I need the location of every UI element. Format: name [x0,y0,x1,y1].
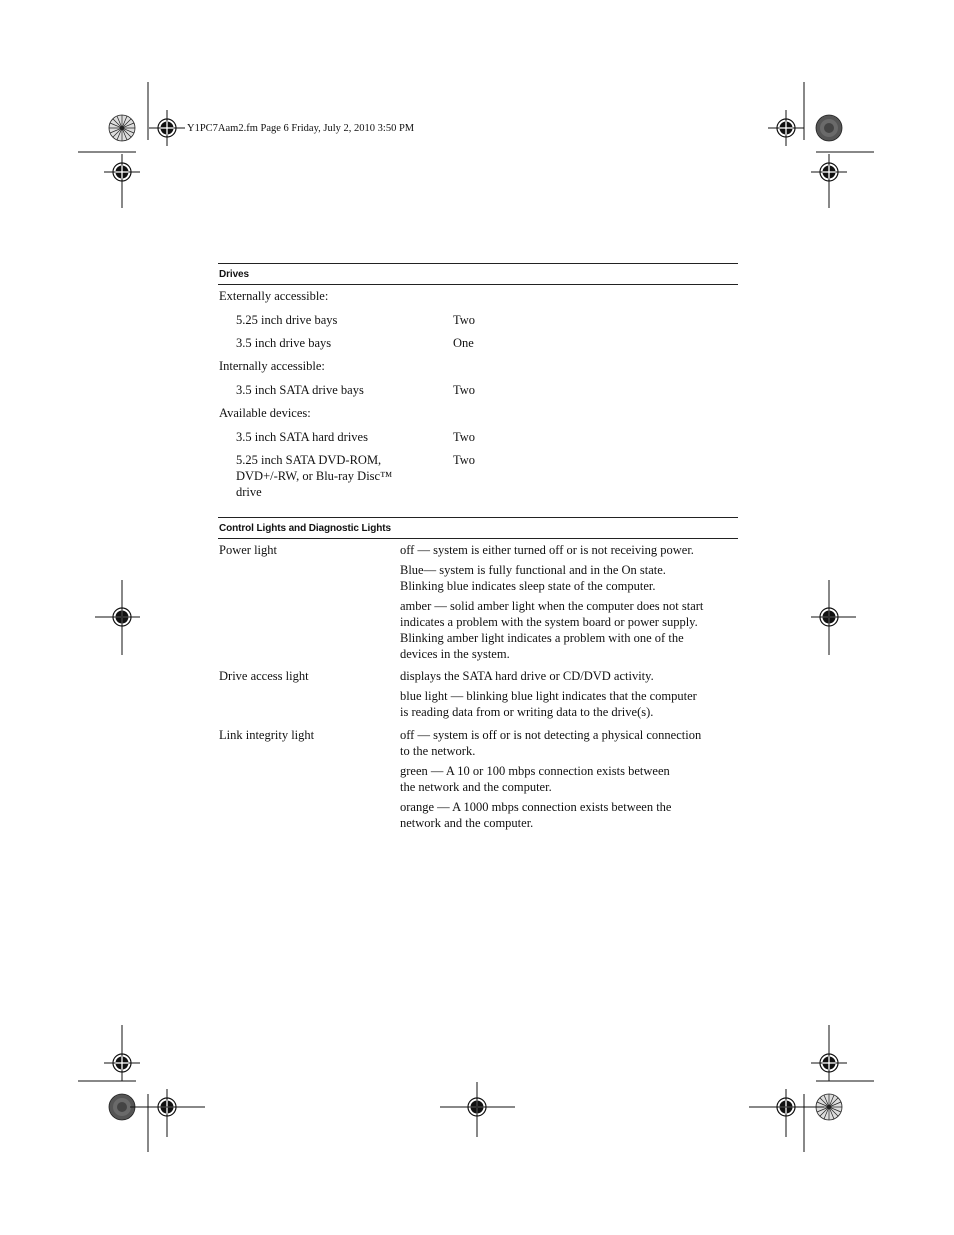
power-desc-amber-line1: amber — solid amber light when the computer does not start [400,599,704,613]
power-desc-blue-line2: Blinking blue indicates sleep state of the computer. [400,579,656,593]
ext-35-value: One [453,336,474,350]
power-desc-amber [400,598,730,662]
ext-525-label: 5.25 inch drive bays [236,313,338,327]
link-desc-green-line2: the network and the computer. [400,780,552,794]
link-desc-orange-line2: network and the computer. [400,816,534,830]
link-desc-off-line2: to the network. [400,744,476,758]
power-desc-blue [400,562,730,594]
link-desc-orange-line1: orange — A 1000 mbps connection exists between the [400,800,672,814]
available-label: Available devices: [219,406,311,420]
hdd-label: 3.5 inch SATA hard drives [236,430,368,444]
lights-title: Control Lights and Diagnostic Lights [218,517,738,539]
link-desc-off [400,727,730,759]
lights-section [218,517,738,837]
internally-label: Internally accessible: [219,359,325,373]
link-desc-green [400,763,730,795]
int-35-value: Two [453,383,476,397]
print-header: Y1PC7Aam2.fm Page 6 Friday, July 2, 2010 3:50 PM [187,123,415,134]
drives-section [218,263,738,503]
drive-desc-blue-line2: is reading data from or writing data to the drive(s). [400,705,654,719]
power-desc-amber-line3: Blinking amber light indicates a problem with one of the [400,631,684,645]
int-35-label: 3.5 inch SATA drive bays [236,383,364,397]
drive-label: Drive access light [219,669,309,683]
link-desc-off-line1: off — system is off or is not detecting a physical connection [400,728,702,742]
power-label: Power light [219,543,277,557]
ext-35-label: 3.5 inch drive bays [236,336,332,350]
link-desc-orange [400,799,730,831]
power-desc-amber-line2: indicates a problem with the system board or power supply. [400,615,698,629]
drive-desc-activity-text: displays the SATA hard drive or CD/DVD activity. [400,669,654,683]
optical-label-line3: drive [236,485,262,499]
power-desc-blue-line1: Blue— system is fully functional and in the On state. [400,563,666,577]
drive-desc-blue [400,688,730,720]
hdd-value: Two [453,430,476,444]
drive-desc-blue-line1: blue light — blinking blue light indicates that the computer [400,689,697,703]
externally-label: Externally accessible: [219,289,329,303]
power-desc-amber-line4: devices in the system. [400,647,510,661]
optical-label-line2: DVD+/-RW, or Blu-ray Disc™ [236,469,393,483]
ext-525-value: Two [453,313,476,327]
optical-value: Two [453,453,476,467]
link-label: Link integrity light [219,728,315,742]
power-desc-off [400,542,730,558]
power-desc-off-text: off — system is either turned off or is not receiving power. [400,543,694,557]
drive-desc-activity [400,668,730,684]
drives-title: Drives [218,263,738,285]
optical-label-line1: 5.25 inch SATA DVD-ROM, [236,453,382,467]
link-desc-green-line1: green — A 10 or 100 mbps connection exists between [400,764,670,778]
